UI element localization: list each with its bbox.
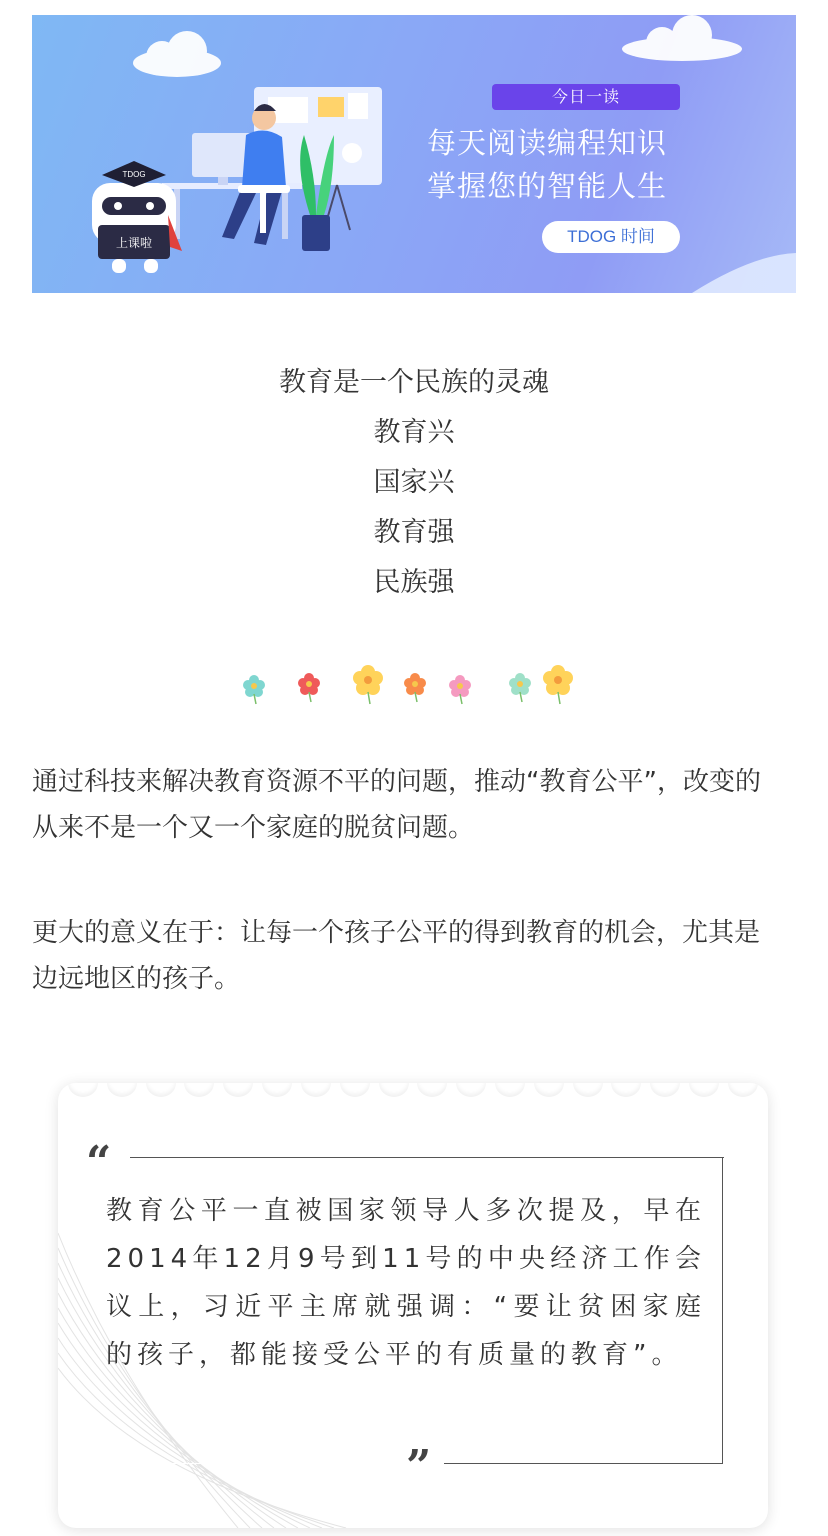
cloud-icon	[133, 15, 742, 77]
flower-divider	[0, 660, 828, 710]
flower-icon	[353, 665, 383, 704]
close-quote-icon: ”	[406, 1441, 432, 1492]
poem-block	[0, 358, 828, 608]
banner-headline-1: 每天阅读编程知识	[427, 126, 668, 160]
header-banner	[32, 15, 796, 293]
poem-line: 教育是一个民族的灵魂	[279, 367, 549, 398]
poem-line: 国家兴	[373, 467, 455, 498]
today-read-badge: 今日一读	[492, 84, 680, 110]
quote-bottom-gap	[104, 1463, 444, 1464]
mascot-sign-text: 上课啦	[115, 236, 153, 250]
tdog-time-pill: TDOG 时间	[542, 221, 680, 253]
mascot-hat-label: TDOG	[122, 170, 146, 179]
quote-card	[58, 1083, 768, 1528]
poem-line: 教育兴	[373, 417, 455, 448]
poem-line: 民族强	[373, 567, 455, 598]
scallop-edge	[68, 1083, 758, 1097]
paragraph-tech-fairness: 通过科技来解决教育资源不平的问题，推动“教育公平”，改变的从来不是一个又一个家庭的脱贫问题。	[32, 767, 761, 843]
flower-icon	[543, 665, 573, 704]
flower-icon	[243, 675, 265, 704]
quote-text: 教育公平一直被国家领导人多次提及，早在2014年12月9号到11号的中央经济工作会议上，习近平主席就强调：“要让贫困家庭的孩子，都能接受公平的有质量的教育”。	[106, 1196, 706, 1370]
mascot-icon	[92, 161, 182, 273]
flower-icon	[449, 675, 471, 704]
flower-icon	[298, 673, 320, 702]
paragraph-greater-meaning: 更大的意义在于：让每一个孩子公平的得到教育的机会，尤其是边远地区的孩子。	[32, 918, 761, 994]
open-quote-icon: “	[86, 1137, 112, 1188]
flower-icon	[404, 673, 426, 702]
poem-line: 教育强	[373, 517, 455, 548]
flower-icon	[509, 673, 531, 702]
banner-headline-2: 掌握您的智能人生	[427, 169, 668, 203]
